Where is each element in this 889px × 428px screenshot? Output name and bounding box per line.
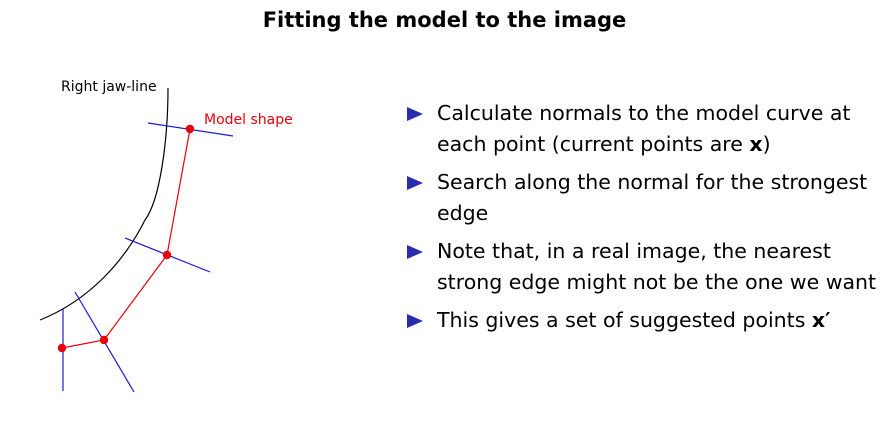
bullet-arrow-icon <box>407 314 423 328</box>
jaw-line-label: Right jaw-line <box>61 79 157 95</box>
model-shape-label: Model shape <box>204 112 293 128</box>
model-point-2 <box>163 251 171 259</box>
bullet-symbol: x <box>749 132 763 156</box>
bullet-arrow-icon <box>407 245 423 259</box>
bullet-text: Search along the normal for the strongest edge <box>437 170 868 225</box>
bullet-arrow-icon <box>407 107 423 121</box>
model-point-4 <box>58 344 66 352</box>
bullet-list <box>407 98 877 343</box>
bullet-text: Calculate normals to the model curve at each point (current points are <box>437 101 851 156</box>
bullet-text: This gives a set of suggested points <box>437 308 812 332</box>
bullet-text: Note that, in a real image, the nearest strong edge might not be the one we want <box>437 239 877 294</box>
bullet-item <box>407 236 877 298</box>
bullet-item <box>407 98 877 160</box>
bullet-arrow-icon <box>407 176 423 190</box>
bullet-symbol: x′ <box>811 308 831 332</box>
model-point-1 <box>186 125 194 133</box>
slide-title: Fitting the model to the image <box>262 8 627 32</box>
bullet-suffix: ) <box>762 132 771 156</box>
model-point-3 <box>100 336 108 344</box>
bullet-item <box>407 167 877 229</box>
bullet-item <box>407 305 877 336</box>
